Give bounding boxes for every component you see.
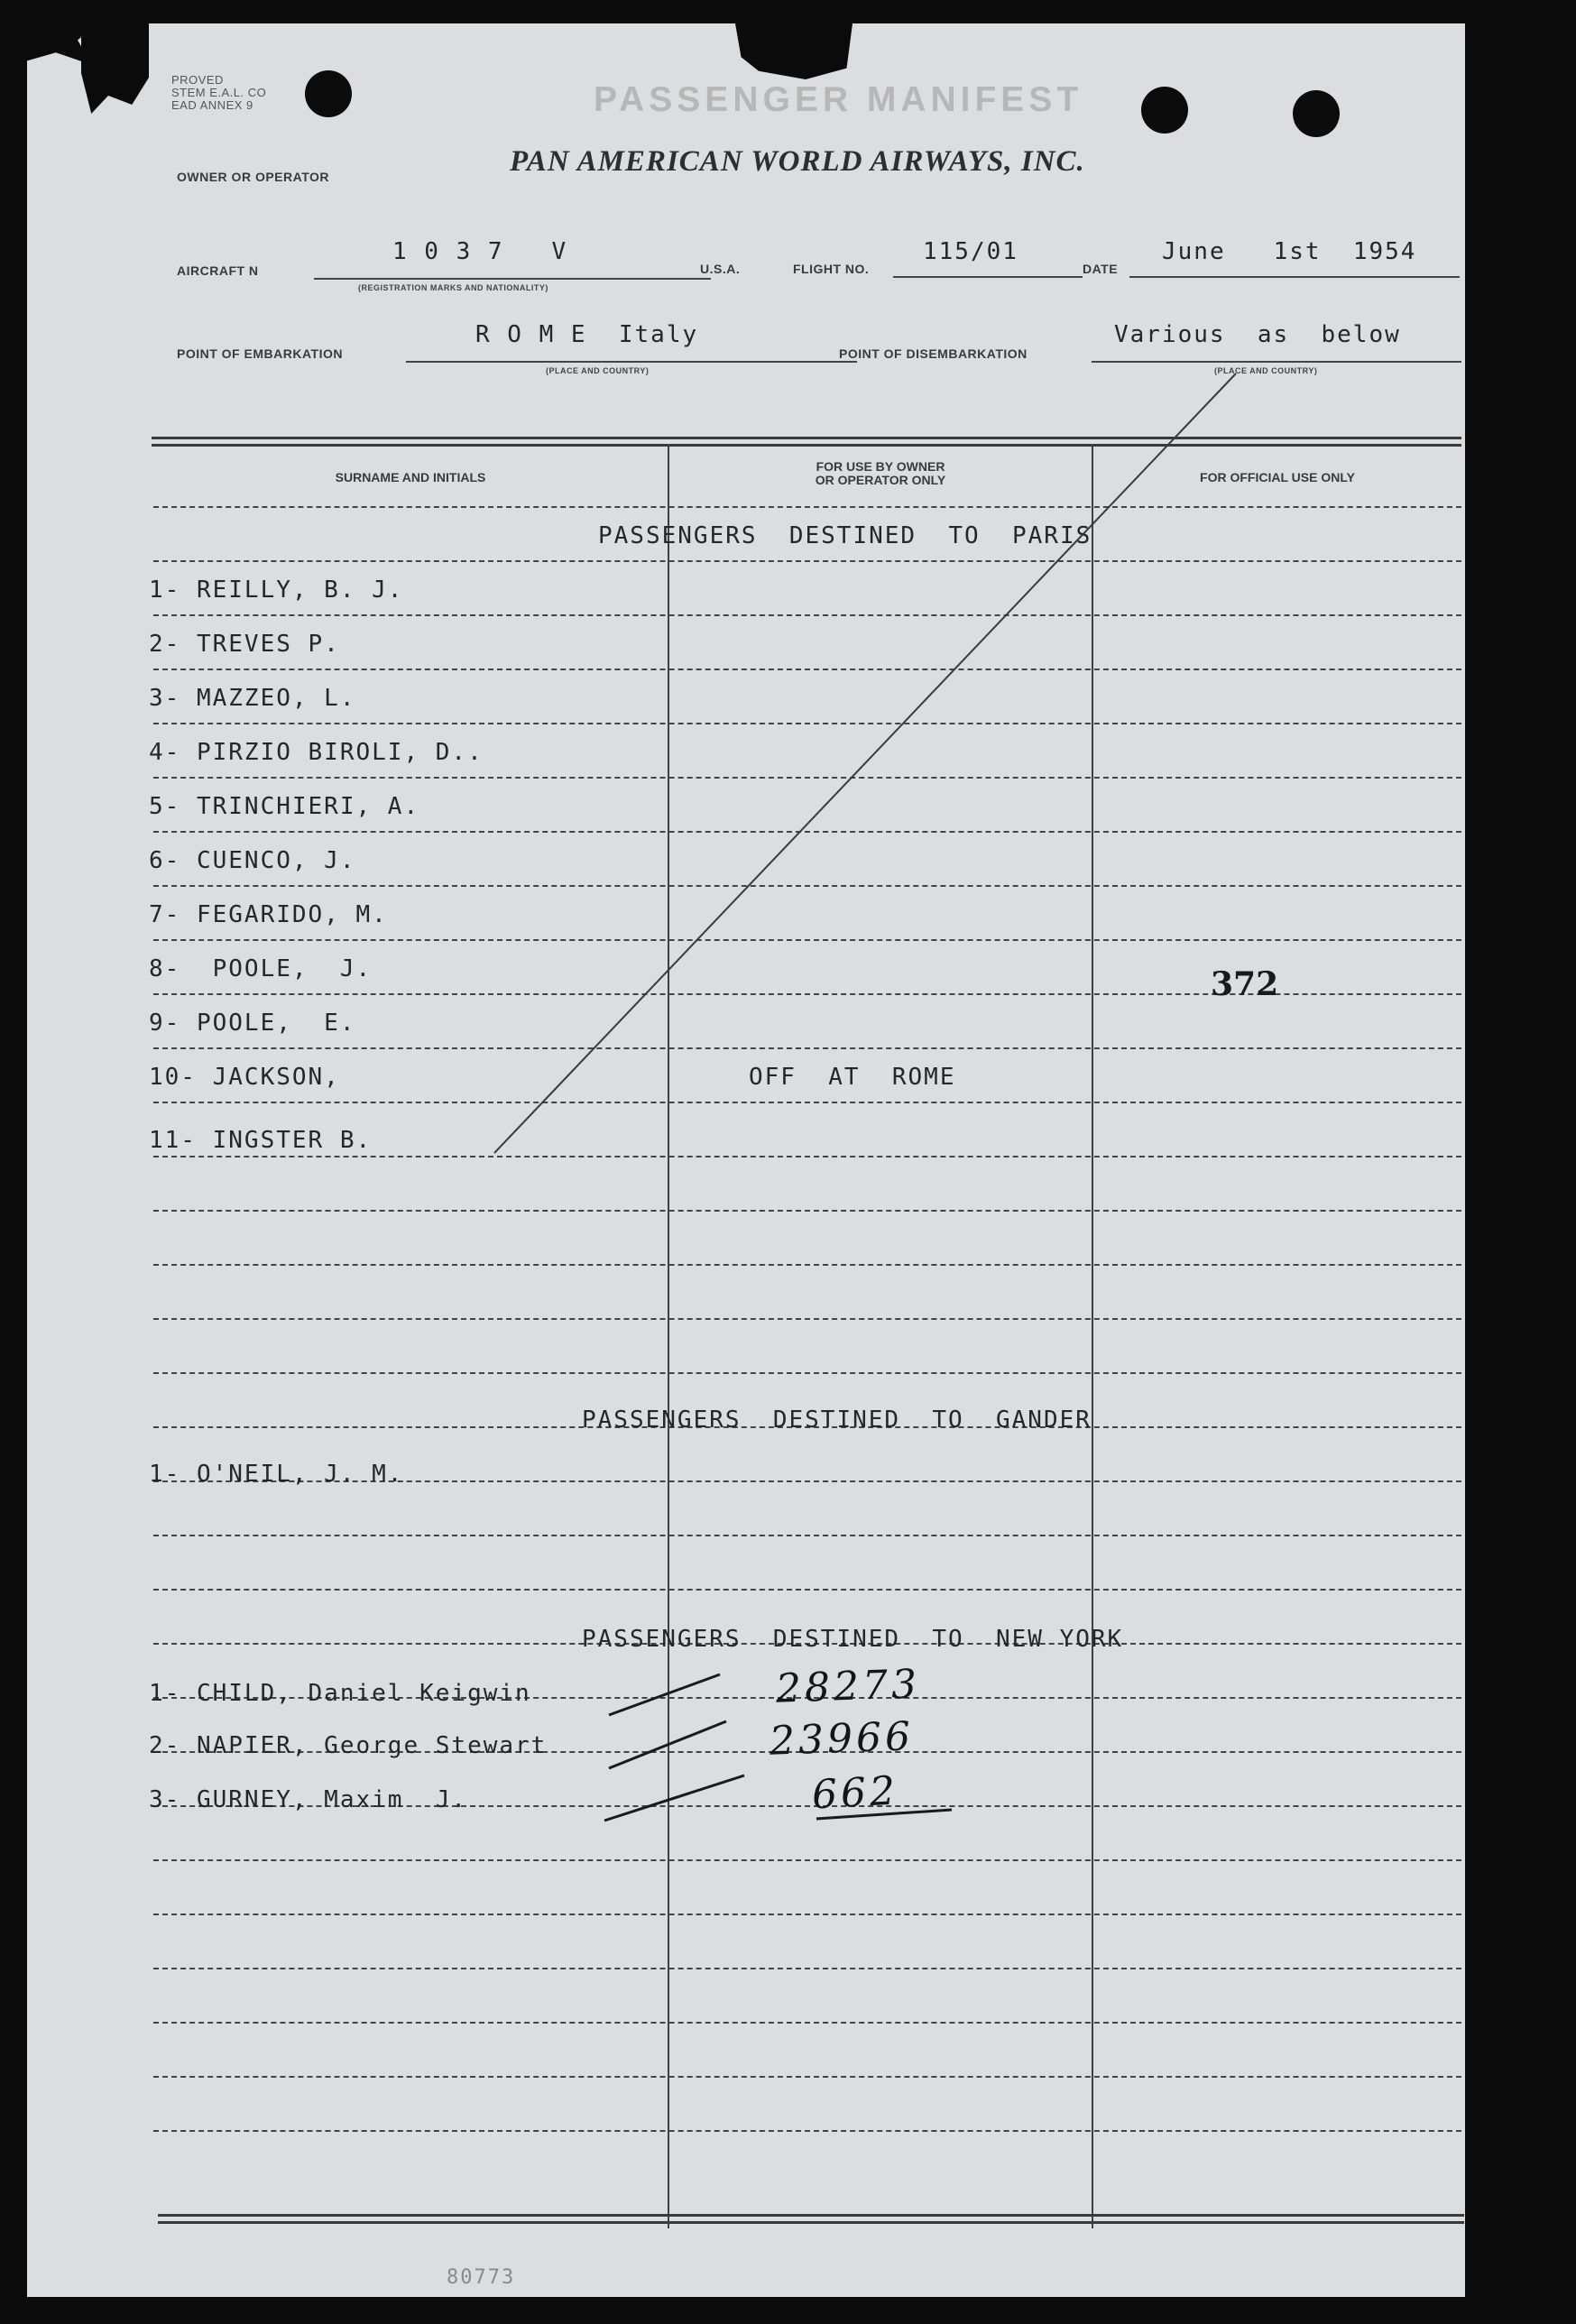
underline-stroke [816,1810,952,1819]
usa-label: U.S.A. [700,262,741,276]
stamp-number: 372 [1211,965,1279,1003]
passenger-row: 9- POOLE, E. [149,1010,356,1037]
flight-value: 115/01 [923,238,1018,265]
manifest-page [27,23,1465,2297]
col-header-owner-line: OR OPERATOR ONLY [815,473,946,487]
diagonal-cancel-line [494,374,1236,1153]
handwritten-number: 28273 [775,1661,921,1712]
disembarkation-value: Various as below [1114,321,1401,348]
passenger-row: 10- JACKSON, [149,1064,340,1091]
passenger-row: 2- TREVES P. [149,631,340,658]
footer-note: 80773 [447,2266,516,2289]
approval-line: STEM E.A.L. CO [171,86,267,99]
passenger-row: 3- MAZZEO, L. [149,685,356,712]
date-label: DATE [1083,262,1119,276]
registration-note: (REGISTRATION MARKS AND NATIONALITY) [358,283,548,292]
page-title: PASSENGER MANIFEST [594,80,1083,119]
section-heading: PASSENGERS DESTINED TO NEW YORK [582,1626,1124,1653]
embarkation-value: R O M E Italy [475,321,699,348]
passenger-row: 3- GURNEY, Maxim J. [149,1786,468,1813]
handwritten-number: 662 [810,1767,900,1819]
embarkation-label: POINT OF EMBARKATION [177,346,343,361]
place-country-note: (PLACE AND COUNTRY) [546,366,650,375]
passenger-row: 1- O'NEIL, J. M. [149,1461,404,1488]
passenger-row: 8- POOLE, J. [149,955,373,982]
company-name: PAN AMERICAN WORLD AIRWAYS, INC. [510,145,1085,178]
passenger-row: 1- CHILD, Daniel Keigwin [149,1680,531,1707]
passenger-row: 2- NAPIER, George Stewart [149,1732,548,1759]
owner-label: OWNER OR OPERATOR [177,170,329,184]
passenger-row: 6- CUENCO, J. [149,847,356,874]
section-heading: PASSENGERS DESTINED TO GANDER [582,1406,1092,1434]
col-header-surname: SURNAME AND INITIALS [335,470,486,484]
col-header-owner-line: FOR USE BY OWNER [816,459,945,474]
place-country-note-2: (PLACE AND COUNTRY) [1214,366,1318,375]
approval-line: PROVED [171,73,224,87]
approval-line: EAD ANNEX 9 [171,98,253,112]
tick-mark [609,1721,726,1768]
tick-mark [609,1674,720,1715]
off-at-rome-note: OFF AT ROME [749,1064,956,1091]
pen-strokes [27,23,1465,2297]
passenger-row: 1- REILLY, B. J. [149,576,404,604]
flight-label: FLIGHT NO. [793,262,870,276]
date-value: June 1st 1954 [1162,238,1417,265]
tick-mark [604,1775,744,1821]
passenger-row: 11- INGSTER B. [149,1127,373,1154]
passenger-row: 7- FEGARIDO, M. [149,901,388,928]
col-header-official: FOR OFFICIAL USE ONLY [1200,470,1355,484]
disembarkation-label: POINT OF DISEMBARKATION [839,346,1028,361]
passenger-row: 4- PIRZIO BIROLI, D.. [149,739,484,766]
aircraft-label: AIRCRAFT N [177,263,259,278]
aircraft-value: 1 0 3 7 V [392,238,568,265]
handwritten-number: 23966 [769,1713,915,1765]
passenger-row: 5- TRINCHIERI, A. [149,793,420,820]
section-heading: PASSENGERS DESTINED TO PARIS [598,522,1092,549]
